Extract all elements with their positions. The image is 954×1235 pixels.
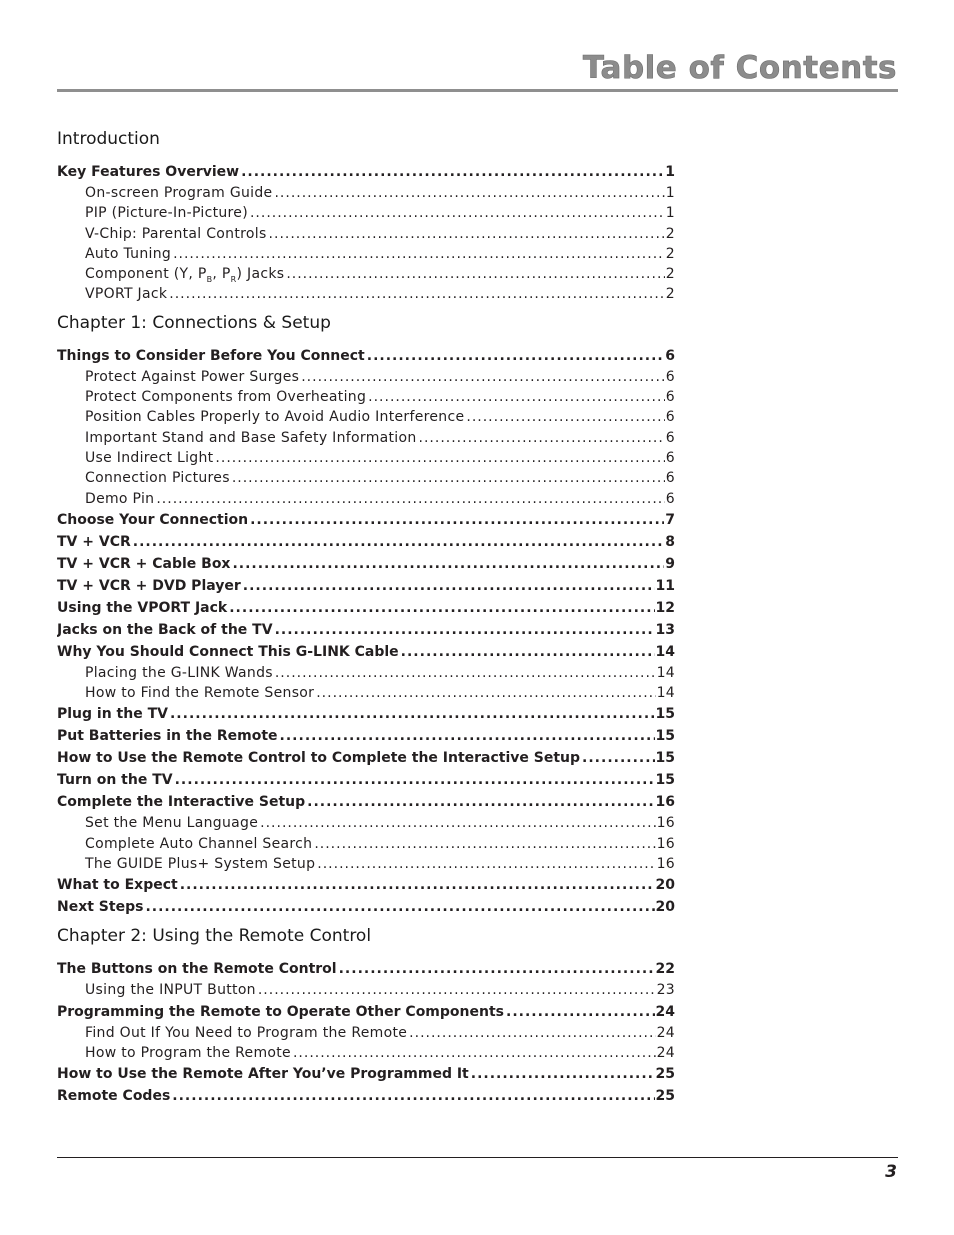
entry-label-text: TV + VCR + DVD Player [57, 577, 241, 594]
entry-label-text: Position Cables Properly to Avoid Audio Interference [85, 409, 465, 426]
entry-label-text: Choose Your Connection [57, 511, 249, 528]
dot-leader [339, 958, 655, 980]
entry-label [85, 663, 275, 683]
toc-entry[interactable] [57, 531, 675, 553]
entry-label-text: Using the INPUT Button [85, 982, 256, 999]
entry-label-text: Jacks on the Back of the TV [57, 621, 273, 638]
title-rule [57, 89, 898, 92]
section-entries [57, 345, 675, 919]
entry-label-text: On-screen Program Guide [85, 185, 273, 201]
dot-leader [243, 575, 655, 597]
section-title: Chapter 1: Connections & Setup [57, 312, 331, 333]
entry-page-number: 16 [656, 815, 675, 832]
entry-label [57, 161, 241, 183]
entry-label [57, 1063, 471, 1085]
entry-label-text: Things to Consider Before You Connect [57, 347, 365, 364]
entry-page-number: 2 [665, 225, 675, 242]
entry-page-number: 6 [665, 490, 675, 507]
entry-label [85, 468, 232, 488]
entry-label [85, 367, 301, 387]
entry-label [57, 641, 401, 663]
entry-label [57, 553, 232, 575]
toc-entry[interactable] [57, 896, 675, 918]
dot-leader [471, 1063, 655, 1085]
toc-entry[interactable] [57, 619, 675, 641]
entry-page-number: 20 [655, 899, 675, 916]
entry-label [85, 489, 156, 509]
dot-leader [250, 203, 665, 223]
entry-label-text: ) Jacks [236, 266, 285, 283]
dot-leader [280, 725, 655, 747]
entry-label-text: How to Find the Remote Sensor [85, 685, 315, 702]
entry-page-number: 24 [655, 1003, 675, 1020]
entry-label [57, 791, 307, 813]
entry-label-text: VPORT Jack [85, 286, 168, 303]
entry-label [85, 428, 419, 448]
entry-label [85, 183, 274, 203]
section-title: Introduction [57, 129, 160, 149]
dot-leader [314, 834, 655, 854]
entry-page-number: 2 [665, 266, 675, 283]
entry-page-number: 8 [665, 533, 675, 550]
entry-page-number: 15 [655, 772, 675, 789]
entry-label-text: Plug in the TV [57, 706, 168, 723]
entry-label-text: Using the VPORT Jack [57, 599, 228, 616]
entry-label [85, 980, 258, 1000]
toc-subentry[interactable] [57, 264, 675, 284]
toc-entry[interactable] [57, 747, 675, 769]
entry-label [85, 683, 316, 703]
dot-leader [316, 683, 655, 703]
entry-label-text: Component (Y, P [85, 266, 207, 283]
entry-label-text: , P [212, 266, 231, 283]
entry-label-text: Complete Auto Channel Search [85, 835, 313, 852]
toc-entry[interactable] [57, 597, 675, 619]
entry-label-text: How to Program the Remote [85, 1044, 291, 1061]
dot-leader [274, 183, 664, 203]
toc-entry[interactable] [57, 1063, 675, 1085]
subscript-text: B [206, 274, 213, 284]
entry-label [57, 958, 339, 980]
entry-label-text: Key Features Overview [57, 164, 240, 180]
toc-entry[interactable] [57, 641, 675, 663]
toc-subentry[interactable] [57, 854, 675, 874]
toc-subentry[interactable] [57, 284, 675, 304]
dot-leader [269, 224, 665, 244]
dot-leader [275, 619, 655, 641]
dot-leader [301, 367, 665, 387]
entry-page-number: 6 [665, 470, 675, 487]
dot-leader [466, 407, 664, 427]
toc-entry[interactable] [57, 958, 675, 980]
entry-page-number: 7 [665, 511, 675, 528]
entry-page-number: 25 [655, 1066, 675, 1083]
dot-leader [229, 597, 654, 619]
dot-leader [156, 489, 664, 509]
dot-leader [250, 509, 664, 531]
entry-label-text: Remote Codes [57, 1088, 171, 1105]
toc-subentry[interactable] [57, 683, 675, 703]
dot-leader [275, 663, 656, 683]
entry-label-text: What to Expect [57, 877, 178, 894]
entry-label [85, 1023, 409, 1043]
entry-page-number: 14 [656, 664, 675, 681]
entry-label [85, 813, 260, 833]
entry-label [57, 747, 582, 769]
entry-label [57, 509, 250, 531]
entry-label-text: Complete the Interactive Setup [57, 794, 306, 811]
entry-label [57, 597, 229, 619]
entry-label-text: Programming the Remote to Operate Other Components [57, 1003, 504, 1020]
toc-subentry[interactable] [57, 813, 675, 833]
toc-entry[interactable] [57, 1085, 675, 1107]
entry-label-text: Protect Against Power Surges [85, 368, 300, 385]
dot-leader [215, 448, 664, 468]
entry-label [57, 575, 243, 597]
entry-label-text: Auto Tuning [85, 245, 172, 262]
entry-label [85, 1043, 293, 1063]
entry-page-number: 24 [656, 1024, 675, 1041]
entry-label-text: Important Stand and Base Safety Information [85, 429, 417, 446]
toc-entry[interactable] [57, 703, 675, 725]
entry-page-number: 23 [656, 982, 675, 999]
entry-page-number: 16 [656, 856, 675, 873]
toc-subentry[interactable] [57, 663, 675, 683]
toc-subentry[interactable] [57, 1023, 675, 1043]
entry-label [57, 1085, 172, 1107]
entry-page-number: 12 [655, 599, 675, 616]
dot-leader [241, 161, 664, 183]
entry-page-number: 6 [665, 429, 675, 446]
entry-label [85, 387, 368, 407]
dot-leader [582, 747, 654, 769]
entry-label-text: TV + VCR [57, 533, 131, 550]
dot-leader [409, 1023, 655, 1043]
toc-subentry[interactable] [57, 244, 675, 264]
toc-subentry[interactable] [57, 468, 675, 488]
entry-label [85, 407, 466, 427]
toc-entry[interactable] [57, 553, 675, 575]
toc-subentry[interactable] [57, 489, 675, 509]
entry-label-text: PIP (Picture-In-Picture) [85, 205, 248, 222]
dot-leader [170, 703, 655, 725]
entry-label-text: TV + VCR + Cable Box [57, 555, 231, 572]
entry-page-number: 6 [665, 409, 675, 426]
dot-leader [232, 468, 665, 488]
entry-page-number: 24 [656, 1044, 675, 1061]
subscript-text: R [230, 274, 237, 284]
toc-entry[interactable] [57, 725, 675, 747]
toc-entry[interactable] [57, 769, 675, 791]
dot-leader [180, 874, 655, 896]
entry-page-number: 13 [655, 621, 675, 638]
entry-label [85, 224, 269, 244]
entry-page-number: 1 [665, 185, 675, 201]
dot-leader [293, 1043, 656, 1063]
entry-page-number: 15 [655, 728, 675, 745]
entry-page-number: 15 [655, 750, 675, 767]
dot-leader [172, 1085, 654, 1107]
entry-label [85, 284, 169, 304]
entry-page-number: 16 [655, 794, 675, 811]
page-title: Table of Contents [582, 50, 897, 86]
toc-subentry[interactable] [57, 224, 675, 244]
section-entries [57, 161, 675, 305]
toc-subentry[interactable] [57, 428, 675, 448]
entry-label-text: V-Chip: Parental Controls [85, 225, 267, 242]
entry-label-text: Put Batteries in the Remote [57, 728, 278, 745]
toc-entry[interactable] [57, 345, 675, 367]
dot-leader [169, 284, 665, 304]
toc-entry[interactable] [57, 575, 675, 597]
entry-label-text: Placing the G-LINK Wands [85, 664, 273, 681]
entry-page-number: 25 [655, 1088, 675, 1105]
entry-label-text: Use Indirect Light [85, 449, 214, 466]
entry-label [57, 531, 133, 553]
dot-leader [232, 553, 664, 575]
toc-subentry[interactable] [57, 203, 675, 223]
entry-page-number: 14 [656, 685, 675, 702]
entry-label-text: How to Use the Remote Control to Complete the Interactive Setup [57, 750, 581, 767]
toc-entry[interactable] [57, 161, 675, 183]
dot-leader [258, 980, 656, 1000]
entry-label [57, 1001, 506, 1023]
dot-leader [368, 387, 665, 407]
dot-leader [401, 641, 655, 663]
dot-leader [286, 264, 664, 284]
entry-label-text: Why You Should Connect This G-LINK Cable [57, 643, 399, 660]
entry-page-number: 22 [655, 961, 675, 978]
entry-label [57, 896, 145, 918]
toc-subentry[interactable] [57, 448, 675, 468]
entry-label-text: Demo Pin [85, 490, 155, 507]
entry-label [85, 244, 173, 264]
entry-page-number: 6 [665, 347, 675, 364]
dot-leader [145, 896, 654, 918]
toc-entry[interactable] [57, 1001, 675, 1023]
dot-leader [307, 791, 654, 813]
entry-page-number: 2 [665, 245, 675, 262]
page-number: 3 [885, 1162, 897, 1182]
entry-label [57, 874, 180, 896]
toc-subentry[interactable] [57, 367, 675, 387]
entry-label [85, 854, 317, 874]
entry-label-text: Connection Pictures [85, 470, 230, 487]
entry-page-number: 1 [665, 205, 675, 222]
entry-page-number: 6 [665, 368, 675, 385]
entry-page-number: 6 [665, 389, 675, 406]
entry-label-text: Turn on the TV [57, 772, 173, 789]
entry-page-number: 9 [665, 555, 675, 572]
entry-label [85, 834, 314, 854]
entry-page-number: 6 [665, 449, 675, 466]
dot-leader [317, 854, 655, 874]
dot-leader [506, 1001, 655, 1023]
entry-label [57, 345, 367, 367]
entry-label [57, 725, 280, 747]
section-entries [57, 958, 675, 1107]
entry-label [57, 619, 275, 641]
entry-label [57, 703, 170, 725]
entry-label [85, 448, 215, 468]
entry-page-number: 20 [655, 877, 675, 894]
toc-subentry[interactable] [57, 1043, 675, 1063]
toc-subentry[interactable] [57, 387, 675, 407]
dot-leader [367, 345, 664, 367]
entry-label-text: Next Steps [57, 899, 144, 916]
entry-label [57, 769, 175, 791]
entry-label [85, 264, 286, 284]
entry-page-number: 15 [655, 706, 675, 723]
entry-label [85, 203, 250, 223]
entry-label-text: Set the Menu Language [85, 815, 259, 832]
entry-page-number: 2 [665, 286, 675, 303]
entry-label-text: The GUIDE Plus+ System Setup [85, 856, 316, 873]
entry-page-number: 14 [655, 643, 675, 660]
toc-entry[interactable] [57, 791, 675, 813]
entry-label-text: The Buttons on the Remote Control [57, 961, 337, 978]
section-title: Chapter 2: Using the Remote Control [57, 926, 372, 947]
toc-entry[interactable] [57, 874, 675, 896]
dot-leader [173, 244, 665, 264]
toc-entry[interactable] [57, 509, 675, 531]
entry-label-text: How to Use the Remote After You’ve Programmed It [57, 1066, 469, 1083]
entry-page-number: 1 [665, 164, 675, 180]
toc-subentry[interactable] [57, 183, 675, 203]
dot-leader [175, 769, 655, 791]
dot-leader [133, 531, 664, 553]
dot-leader [419, 428, 665, 448]
toc-subentry[interactable] [57, 834, 675, 854]
entry-page-number: 11 [655, 577, 675, 594]
footer-rule [57, 1157, 898, 1158]
toc-subentry[interactable] [57, 407, 675, 427]
entry-page-number: 16 [656, 835, 675, 852]
entry-label-text: Find Out If You Need to Program the Remote [85, 1024, 408, 1041]
entry-label-text: Protect Components from Overheating [85, 389, 367, 406]
table-of-contents [57, 126, 675, 1112]
dot-leader [260, 813, 655, 833]
toc-subentry[interactable] [57, 980, 675, 1000]
